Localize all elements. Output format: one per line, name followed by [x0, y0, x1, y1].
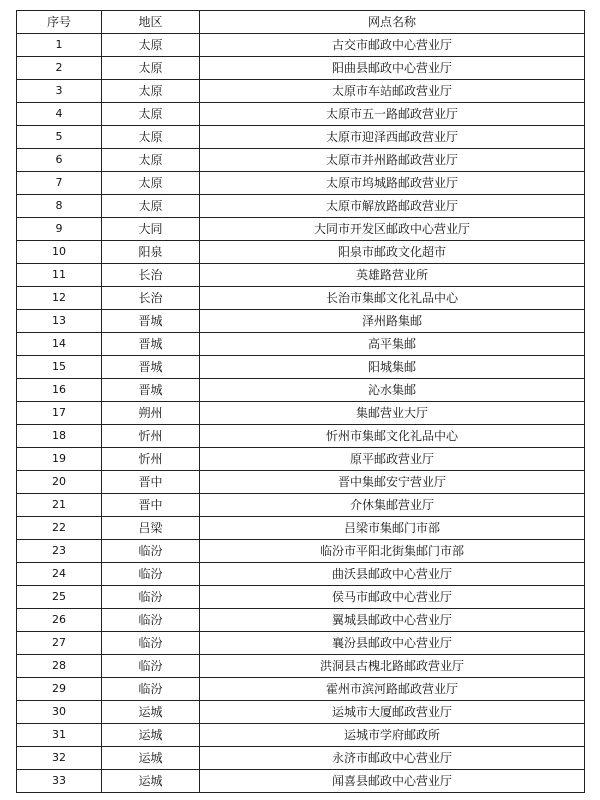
- cell-serial-number: 17: [17, 402, 102, 425]
- cell-region: 晋城: [102, 333, 200, 356]
- table-row: [17, 448, 585, 471]
- cell-outlet-name: 忻州市集邮文化礼品中心: [200, 425, 585, 448]
- cell-outlet-name: 太原市解放路邮政营业厅: [200, 195, 585, 218]
- cell-serial-number: 6: [17, 149, 102, 172]
- cell-region: 晋中: [102, 494, 200, 517]
- cell-outlet-name: 太原市坞城路邮政营业厅: [200, 172, 585, 195]
- cell-region: 太原: [102, 172, 200, 195]
- cell-outlet-name: 阳泉市邮政文化超市: [200, 241, 585, 264]
- cell-outlet-name: 太原市五一路邮政营业厅: [200, 103, 585, 126]
- cell-serial-number: 20: [17, 471, 102, 494]
- cell-outlet-name: 集邮营业大厅: [200, 402, 585, 425]
- cell-serial-number: 29: [17, 678, 102, 701]
- cell-serial-number: 32: [17, 747, 102, 770]
- cell-serial-number: 13: [17, 310, 102, 333]
- cell-region: 朔州: [102, 402, 200, 425]
- table-row: [17, 425, 585, 448]
- cell-serial-number: 26: [17, 609, 102, 632]
- cell-serial-number: 3: [17, 80, 102, 103]
- cell-region: 临汾: [102, 678, 200, 701]
- table-row: [17, 57, 585, 80]
- cell-serial-number: 30: [17, 701, 102, 724]
- cell-outlet-name: 闻喜县邮政中心营业厅: [200, 770, 585, 793]
- outlet-table-container: [16, 10, 585, 793]
- table-row: [17, 80, 585, 103]
- cell-outlet-name: 泽州路集邮: [200, 310, 585, 333]
- table-row: [17, 471, 585, 494]
- cell-serial-number: 25: [17, 586, 102, 609]
- cell-region: 太原: [102, 126, 200, 149]
- cell-region: 太原: [102, 103, 200, 126]
- table-row: [17, 287, 585, 310]
- cell-region: 运城: [102, 724, 200, 747]
- table-row: [17, 195, 585, 218]
- cell-outlet-name: 霍州市滨河路邮政营业厅: [200, 678, 585, 701]
- table-row: [17, 494, 585, 517]
- cell-region: 太原: [102, 80, 200, 103]
- cell-outlet-name: 洪洞县古槐北路邮政营业厅: [200, 655, 585, 678]
- cell-region: 运城: [102, 701, 200, 724]
- cell-outlet-name: 长治市集邮文化礼品中心: [200, 287, 585, 310]
- cell-outlet-name: 太原市迎泽西邮政营业厅: [200, 126, 585, 149]
- table-row: [17, 540, 585, 563]
- cell-outlet-name: 英雄路营业所: [200, 264, 585, 287]
- cell-region: 运城: [102, 770, 200, 793]
- cell-outlet-name: 原平邮政营业厅: [200, 448, 585, 471]
- cell-region: 太原: [102, 34, 200, 57]
- cell-outlet-name: 太原市车站邮政营业厅: [200, 80, 585, 103]
- cell-region: 大同: [102, 218, 200, 241]
- table-row: [17, 609, 585, 632]
- cell-outlet-name: 临汾市平阳北街集邮门市部: [200, 540, 585, 563]
- cell-serial-number: 31: [17, 724, 102, 747]
- cell-region: 长治: [102, 264, 200, 287]
- table-row: [17, 517, 585, 540]
- table-row: [17, 563, 585, 586]
- table-row: [17, 379, 585, 402]
- cell-outlet-name: 侯马市邮政中心营业厅: [200, 586, 585, 609]
- cell-serial-number: 28: [17, 655, 102, 678]
- cell-serial-number: 5: [17, 126, 102, 149]
- table-row: [17, 264, 585, 287]
- cell-serial-number: 2: [17, 57, 102, 80]
- cell-region: 临汾: [102, 540, 200, 563]
- cell-outlet-name: 阳曲县邮政中心营业厅: [200, 57, 585, 80]
- cell-serial-number: 23: [17, 540, 102, 563]
- cell-serial-number: 27: [17, 632, 102, 655]
- cell-region: 太原: [102, 149, 200, 172]
- cell-outlet-name: 大同市开发区邮政中心营业厅: [200, 218, 585, 241]
- cell-outlet-name: 晋中集邮安宁营业厅: [200, 471, 585, 494]
- table-row: [17, 747, 585, 770]
- cell-region: 临汾: [102, 632, 200, 655]
- cell-outlet-name: 沁水集邮: [200, 379, 585, 402]
- table-row: [17, 701, 585, 724]
- cell-outlet-name: 翼城县邮政中心营业厅: [200, 609, 585, 632]
- table-row: [17, 356, 585, 379]
- cell-outlet-name: 襄汾县邮政中心营业厅: [200, 632, 585, 655]
- table-body: [17, 34, 585, 793]
- table-row: [17, 241, 585, 264]
- cell-region: 太原: [102, 57, 200, 80]
- table-row: [17, 402, 585, 425]
- table-header: [17, 11, 585, 34]
- header-serial-number: 序号: [17, 11, 102, 34]
- table-row: [17, 310, 585, 333]
- cell-serial-number: 21: [17, 494, 102, 517]
- cell-region: 忻州: [102, 448, 200, 471]
- cell-region: 太原: [102, 195, 200, 218]
- table-row: [17, 655, 585, 678]
- cell-region: 长治: [102, 287, 200, 310]
- cell-region: 临汾: [102, 609, 200, 632]
- table-row: [17, 149, 585, 172]
- cell-region: 临汾: [102, 563, 200, 586]
- cell-region: 晋中: [102, 471, 200, 494]
- outlet-table: [16, 10, 585, 793]
- cell-outlet-name: 太原市并州路邮政营业厅: [200, 149, 585, 172]
- cell-serial-number: 15: [17, 356, 102, 379]
- cell-serial-number: 1: [17, 34, 102, 57]
- cell-region: 忻州: [102, 425, 200, 448]
- cell-serial-number: 14: [17, 333, 102, 356]
- cell-serial-number: 11: [17, 264, 102, 287]
- table-row: [17, 126, 585, 149]
- cell-serial-number: 22: [17, 517, 102, 540]
- cell-serial-number: 12: [17, 287, 102, 310]
- cell-outlet-name: 吕梁市集邮门市部: [200, 517, 585, 540]
- cell-serial-number: 10: [17, 241, 102, 264]
- cell-region: 吕梁: [102, 517, 200, 540]
- cell-outlet-name: 介休集邮营业厅: [200, 494, 585, 517]
- cell-serial-number: 24: [17, 563, 102, 586]
- cell-outlet-name: 古交市邮政中心营业厅: [200, 34, 585, 57]
- table-row: [17, 632, 585, 655]
- cell-serial-number: 8: [17, 195, 102, 218]
- cell-outlet-name: 阳城集邮: [200, 356, 585, 379]
- cell-serial-number: 7: [17, 172, 102, 195]
- table-row: [17, 172, 585, 195]
- table-row: [17, 34, 585, 57]
- cell-outlet-name: 永济市邮政中心营业厅: [200, 747, 585, 770]
- cell-serial-number: 33: [17, 770, 102, 793]
- header-outlet-name: 网点名称: [200, 11, 585, 34]
- cell-serial-number: 4: [17, 103, 102, 126]
- cell-outlet-name: 运城市大厦邮政营业厅: [200, 701, 585, 724]
- table-row: [17, 103, 585, 126]
- cell-outlet-name: 高平集邮: [200, 333, 585, 356]
- header-row: [17, 11, 585, 34]
- cell-region: 临汾: [102, 586, 200, 609]
- cell-region: 临汾: [102, 655, 200, 678]
- cell-serial-number: 19: [17, 448, 102, 471]
- table-row: [17, 678, 585, 701]
- cell-serial-number: 9: [17, 218, 102, 241]
- table-row: [17, 586, 585, 609]
- cell-serial-number: 16: [17, 379, 102, 402]
- table-row: [17, 218, 585, 241]
- cell-serial-number: 18: [17, 425, 102, 448]
- header-region: 地区: [102, 11, 200, 34]
- cell-outlet-name: 运城市学府邮政所: [200, 724, 585, 747]
- cell-region: 运城: [102, 747, 200, 770]
- cell-region: 晋城: [102, 356, 200, 379]
- table-row: [17, 333, 585, 356]
- cell-region: 晋城: [102, 379, 200, 402]
- cell-region: 阳泉: [102, 241, 200, 264]
- cell-region: 晋城: [102, 310, 200, 333]
- table-row: [17, 724, 585, 747]
- cell-outlet-name: 曲沃县邮政中心营业厅: [200, 563, 585, 586]
- table-row: [17, 770, 585, 793]
